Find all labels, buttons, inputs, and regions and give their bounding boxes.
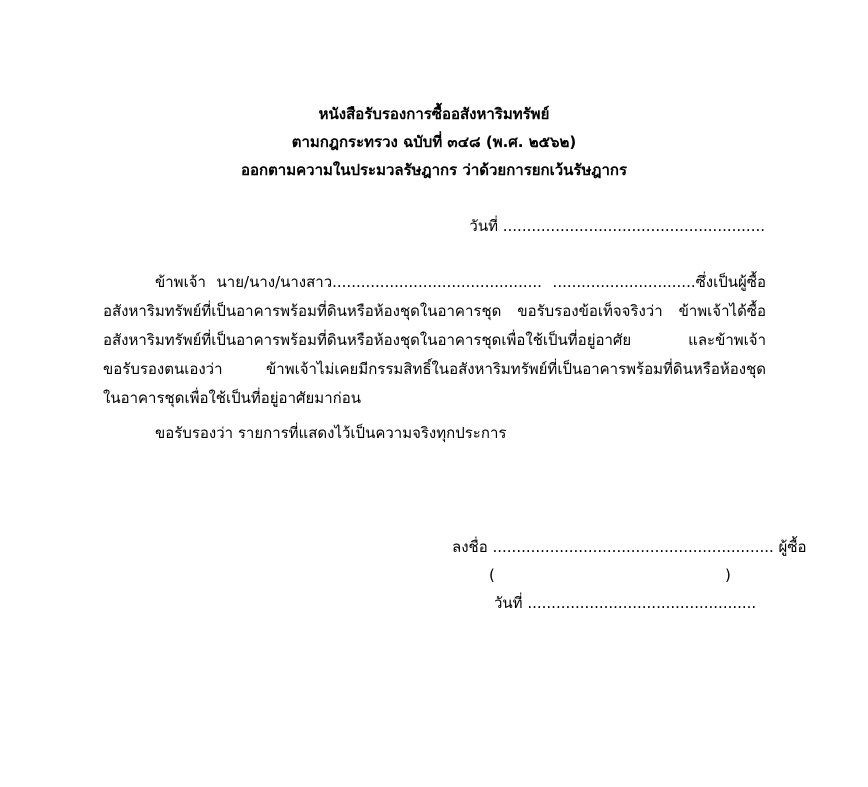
document-date: วันที่ .......................................................: [469, 217, 765, 235]
title-line-3: ออกตามความในประมวลรัษฎากร ว่าด้วยการยกเว้นรัษฎากร: [240, 161, 628, 179]
paragraph-line-1: ข้าพเจ้า นาย/นาง/นางสาว............................................ ..............................ซึ่งเป็นผู้ซื้อ: [155, 273, 766, 291]
title-line-2: ตามกฎกระทรวง ฉบับที่ ๓๔๘ (พ.ศ. ๒๕๖๒): [291, 133, 577, 151]
paragraph-line-2: อสังหาริมทรัพย์ที่เป็นอาคารพร้อมที่ดินหรือห้องชุดในอาคารชุด ขอรับรองข้อเท็จจริงว่า ข้าพเจ้าได้ซื้อ: [103, 302, 766, 320]
name-paren-close: ): [725, 566, 731, 584]
paragraph-line-4: ขอรับรองตนเองว่า ข้าพเจ้าไม่เคยมีกรรมสิทธิ์ในอสังหาริมทรัพย์ที่เป็นอาคารพร้อมที่ดินหรือห้องชุด: [103, 360, 766, 378]
paragraph-line-5: ในอาคารชุดเพื่อใช้เป็นที่อยู่อาศัยมาก่อน: [103, 389, 361, 407]
certification-paragraph: [103, 268, 766, 413]
signature-date-line: วันที่ ................................................: [494, 594, 757, 612]
certify-statement: ขอรับรองว่า รายการที่แสดงไว้เป็นความจริงทุกประการ: [155, 424, 507, 442]
title-line-1: หนังสือรับรองการซื้ออสังหาริมทรัพย์: [318, 105, 550, 123]
paragraph-line-3: อสังหาริมทรัพย์ที่เป็นอาคารพร้อมที่ดินหรือห้องชุดในอาคารชุดเพื่อใช้เป็นที่อยู่อาศัย และข้าพเจ้า: [103, 331, 766, 349]
document-title: [0, 100, 868, 184]
name-paren-open: (: [489, 566, 495, 584]
signature-line: ลงชื่อ ........................................................... ผู้ซื้อ: [452, 538, 807, 556]
